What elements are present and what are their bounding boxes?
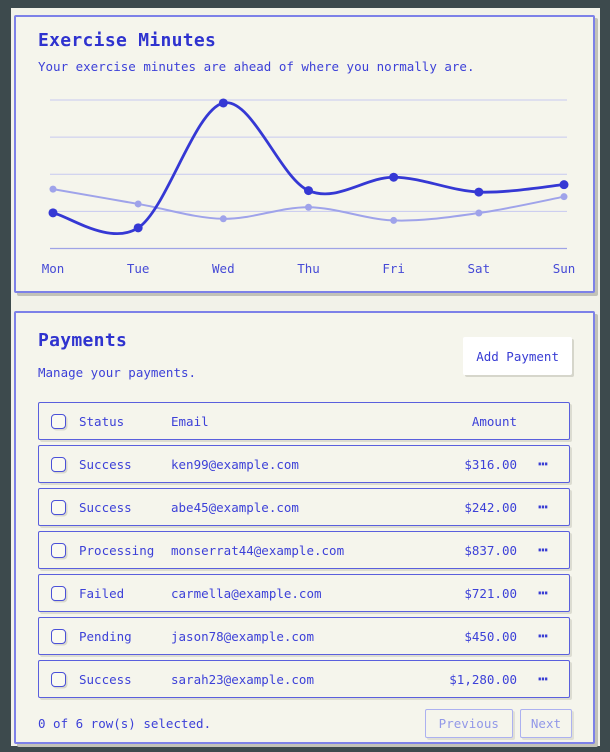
row-checkbox[interactable] bbox=[51, 629, 66, 644]
exercise-card-title: Exercise Minutes bbox=[38, 30, 217, 51]
selection-count-text: 0 of 6 row(s) selected. bbox=[38, 715, 212, 731]
column-header-email[interactable]: Email bbox=[171, 413, 209, 429]
row-email: carmella@example.com bbox=[171, 585, 322, 601]
x-axis-label: Mon bbox=[41, 261, 65, 276]
row-checkbox[interactable] bbox=[51, 672, 66, 687]
row-amount: $316.00 bbox=[464, 456, 517, 472]
row-amount: $242.00 bbox=[464, 499, 517, 515]
row-menu-button[interactable]: ⋯ bbox=[538, 583, 548, 602]
payments-table bbox=[38, 402, 570, 703]
table-row[interactable] bbox=[38, 660, 570, 698]
exercise-card-subtitle: Your exercise minutes are ahead of where you normally are. bbox=[38, 59, 475, 74]
chart-point-average bbox=[135, 200, 142, 207]
chart-point-average bbox=[390, 217, 397, 224]
table-row[interactable] bbox=[38, 488, 570, 526]
table-row[interactable] bbox=[38, 574, 570, 612]
chart-point-today bbox=[389, 173, 398, 182]
pagination bbox=[425, 709, 572, 738]
previous-page-button[interactable]: Previous bbox=[425, 709, 513, 738]
row-status: Failed bbox=[79, 585, 125, 601]
x-axis-label: Wed bbox=[212, 261, 235, 276]
row-menu-button[interactable]: ⋯ bbox=[538, 540, 548, 559]
row-checkbox[interactable] bbox=[51, 457, 66, 472]
chart-point-today bbox=[474, 188, 483, 197]
row-status: Success bbox=[79, 456, 132, 472]
payments-card bbox=[14, 311, 595, 744]
x-axis-label: Sat bbox=[467, 261, 491, 276]
chart-point-average bbox=[475, 210, 482, 217]
exercise-line-chart bbox=[16, 17, 593, 291]
row-amount: $721.00 bbox=[464, 585, 517, 601]
row-email: abe45@example.com bbox=[171, 499, 299, 515]
row-email: sarah23@example.com bbox=[171, 671, 314, 687]
select-all-checkbox[interactable] bbox=[51, 414, 66, 429]
chart-point-average bbox=[220, 215, 227, 222]
chart-point-average bbox=[50, 186, 57, 193]
row-menu-button[interactable]: ⋯ bbox=[538, 497, 548, 516]
row-menu-button[interactable]: ⋯ bbox=[538, 454, 548, 473]
chart-point-today bbox=[219, 98, 228, 107]
exercise-card bbox=[14, 15, 595, 293]
chart-point-average bbox=[305, 204, 312, 211]
chart-point-today bbox=[560, 180, 569, 189]
row-amount: $1,280.00 bbox=[449, 671, 517, 687]
column-header-status[interactable]: Status bbox=[79, 413, 125, 429]
row-menu-button[interactable]: ⋯ bbox=[538, 669, 548, 688]
column-header-amount[interactable]: Amount bbox=[471, 413, 517, 429]
row-email: ken99@example.com bbox=[171, 456, 299, 472]
chart-line-today bbox=[53, 103, 564, 234]
payments-card-title: Payments bbox=[38, 330, 128, 351]
chart-point-today bbox=[134, 223, 143, 232]
chart-point-today bbox=[304, 186, 313, 195]
row-status: Pending bbox=[79, 628, 132, 644]
add-payment-button[interactable]: Add Payment bbox=[463, 337, 572, 375]
table-header-row bbox=[38, 402, 570, 440]
row-status: Success bbox=[79, 499, 132, 515]
row-menu-button[interactable]: ⋯ bbox=[538, 626, 548, 645]
table-row[interactable] bbox=[38, 617, 570, 655]
table-footer bbox=[38, 708, 572, 738]
table-row[interactable] bbox=[38, 531, 570, 569]
row-amount: $837.00 bbox=[464, 542, 517, 558]
x-axis-label: Thu bbox=[297, 261, 320, 276]
row-email: jason78@example.com bbox=[171, 628, 314, 644]
x-axis-label: Sun bbox=[552, 261, 576, 276]
row-status: Success bbox=[79, 671, 132, 687]
row-checkbox[interactable] bbox=[51, 586, 66, 601]
row-checkbox[interactable] bbox=[51, 500, 66, 515]
x-axis-label: Fri bbox=[382, 261, 405, 276]
page-surface bbox=[11, 8, 600, 746]
table-row[interactable] bbox=[38, 445, 570, 483]
row-checkbox[interactable] bbox=[51, 543, 66, 558]
x-axis-label: Tue bbox=[126, 261, 150, 276]
chart-point-average bbox=[561, 193, 568, 200]
payments-table-body bbox=[38, 445, 570, 698]
row-email: monserrat44@example.com bbox=[171, 542, 345, 558]
row-amount: $450.00 bbox=[464, 628, 517, 644]
next-page-button[interactable]: Next bbox=[520, 709, 572, 738]
chart-point-today bbox=[49, 208, 58, 217]
row-status: Processing bbox=[79, 542, 155, 558]
payments-card-subtitle: Manage your payments. bbox=[38, 365, 197, 380]
